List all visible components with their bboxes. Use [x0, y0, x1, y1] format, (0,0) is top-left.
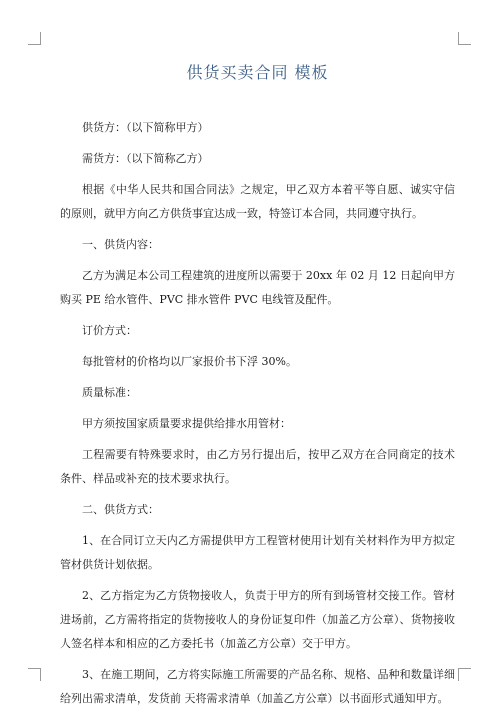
supply-content-paragraph: 乙方为满足本公司工程建筑的进度所以需要于 20xx 年 02 月 12 日起向甲方购买 PE 给水管件、PVC 排水管件 PVC 电线管及配件。 [60, 269, 455, 306]
supply-method-item-2: 2、乙方指定为乙方货物接收人，负责于甲方的所有到场管材交接工作。管材进场前，乙方需将指定的货物接收人的身份证复印件（加盖乙方公章）、货物接收人签名样本和相应的乙方委托书（加盖乙方公章）交于甲方。 [60, 589, 455, 650]
pricing-paragraph: 每批管材的价格均以厂家报价书下浮 30%。 [82, 355, 297, 368]
section-heading-supply-content: 一、供货内容： [82, 238, 159, 251]
quality-paragraph: 甲方须按国家质量要求提供给排水用管材： [82, 417, 291, 430]
quality-heading: 质量标准： [82, 386, 137, 399]
document-page [60, 58, 455, 718]
document-title: 供货买卖合同 模板 [186, 63, 329, 82]
corner-mark-bottom-right [458, 668, 471, 681]
corner-mark-bottom-left [28, 668, 41, 681]
supply-method-item-3: 3、在施工期间，乙方将实际施工所需要的产品名称、规格、品种和数量详细给列出需求清单，发货前 天将需求清单（加盖乙方公章）以书面形式通知甲方。 [60, 668, 455, 705]
preamble-paragraph: 根据《中华人民共和国合同法》之规定，甲乙双方本着平等自愿、诚实守信的原则，就甲方向乙方供货事宜达成一致，特签订本合同，共同遵守执行。 [60, 183, 455, 220]
corner-mark-top-right [458, 32, 471, 45]
section-heading-supply-method: 二、供货方式： [82, 503, 159, 516]
pricing-heading: 订价方式： [82, 324, 137, 337]
special-requirements-paragraph: 工程需要有特殊要求时，由乙方另行提出后，按甲乙双方在合同商定的技术条件、样品或补充的技术要求执行。 [60, 448, 455, 485]
corner-mark-top-left [28, 32, 41, 45]
supply-method-item-1: 1、在合同订立天内乙方需提供甲方工程管材使用计划有关材料作为甲方拟定管材供货计划依据。 [60, 534, 455, 571]
supplier-line: 供货方：（以下简称甲方） [82, 121, 209, 134]
buyer-line: 需货方：（以下简称乙方） [82, 152, 209, 165]
